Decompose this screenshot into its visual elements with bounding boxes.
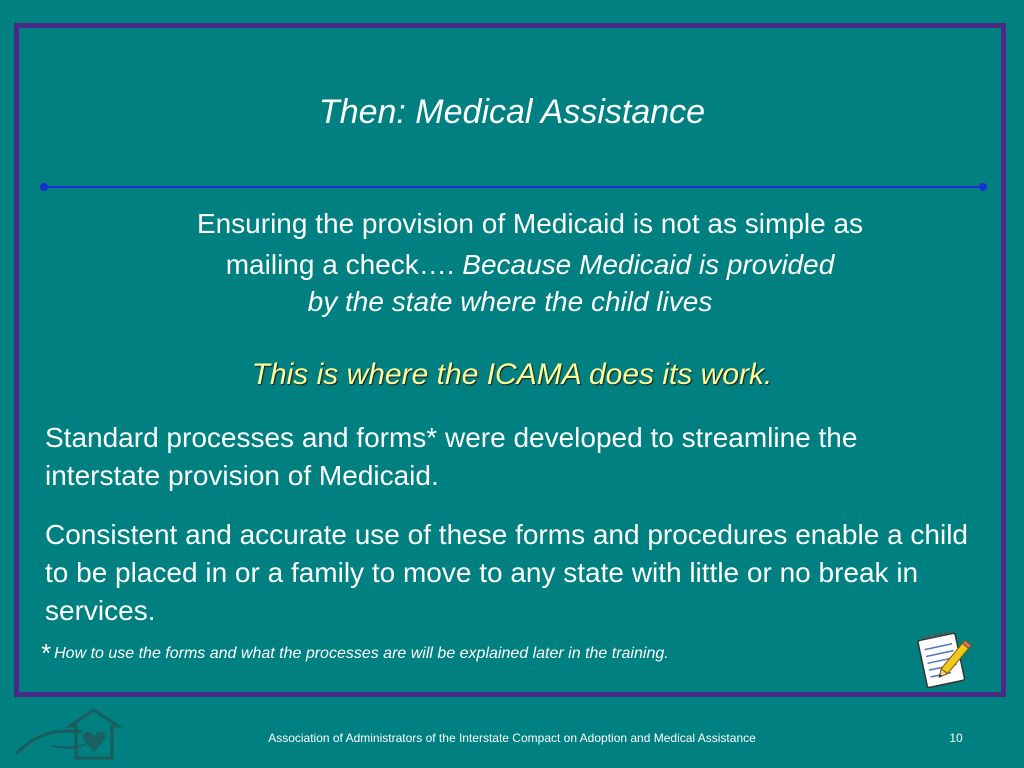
footer-organization: Association of Administrators of the Interstate Compact on Adoption and Medical Assistance — [268, 731, 756, 745]
title-divider — [43, 186, 984, 188]
icama-highlight: This is where the ICAMA does its work. — [251, 358, 773, 391]
slide-title: Then: Medical Assistance — [318, 93, 706, 131]
intro-line-2-italic: Because Medicaid is provided — [462, 249, 835, 280]
page-number: 10 — [949, 731, 963, 745]
notepad-pencil-icon — [912, 628, 974, 690]
footnote-text: How to use the forms and what the processes are will be explained later in the training. — [54, 645, 669, 662]
intro-line-2-plain: mailing a check…. — [225, 249, 463, 280]
rule-right-dot — [979, 183, 987, 191]
intro-line-1: Ensuring the provision of Medicaid is not as simple as — [196, 208, 864, 239]
intro-line-3: by the state where the child lives — [307, 286, 713, 317]
paragraph-standard-processes: Standard processes and forms* were developed to streamline the interstate provision of Medicaid. — [45, 422, 858, 491]
intro-line-2 — [110, 245, 950, 285]
footnote-marker: * — [40, 638, 51, 668]
footnote — [40, 638, 669, 669]
paragraph-consistent-use: Consistent and accurate use of these forms and procedures enable a child to be placed in or a family to move to any state with little or no break in services. — [45, 519, 969, 626]
